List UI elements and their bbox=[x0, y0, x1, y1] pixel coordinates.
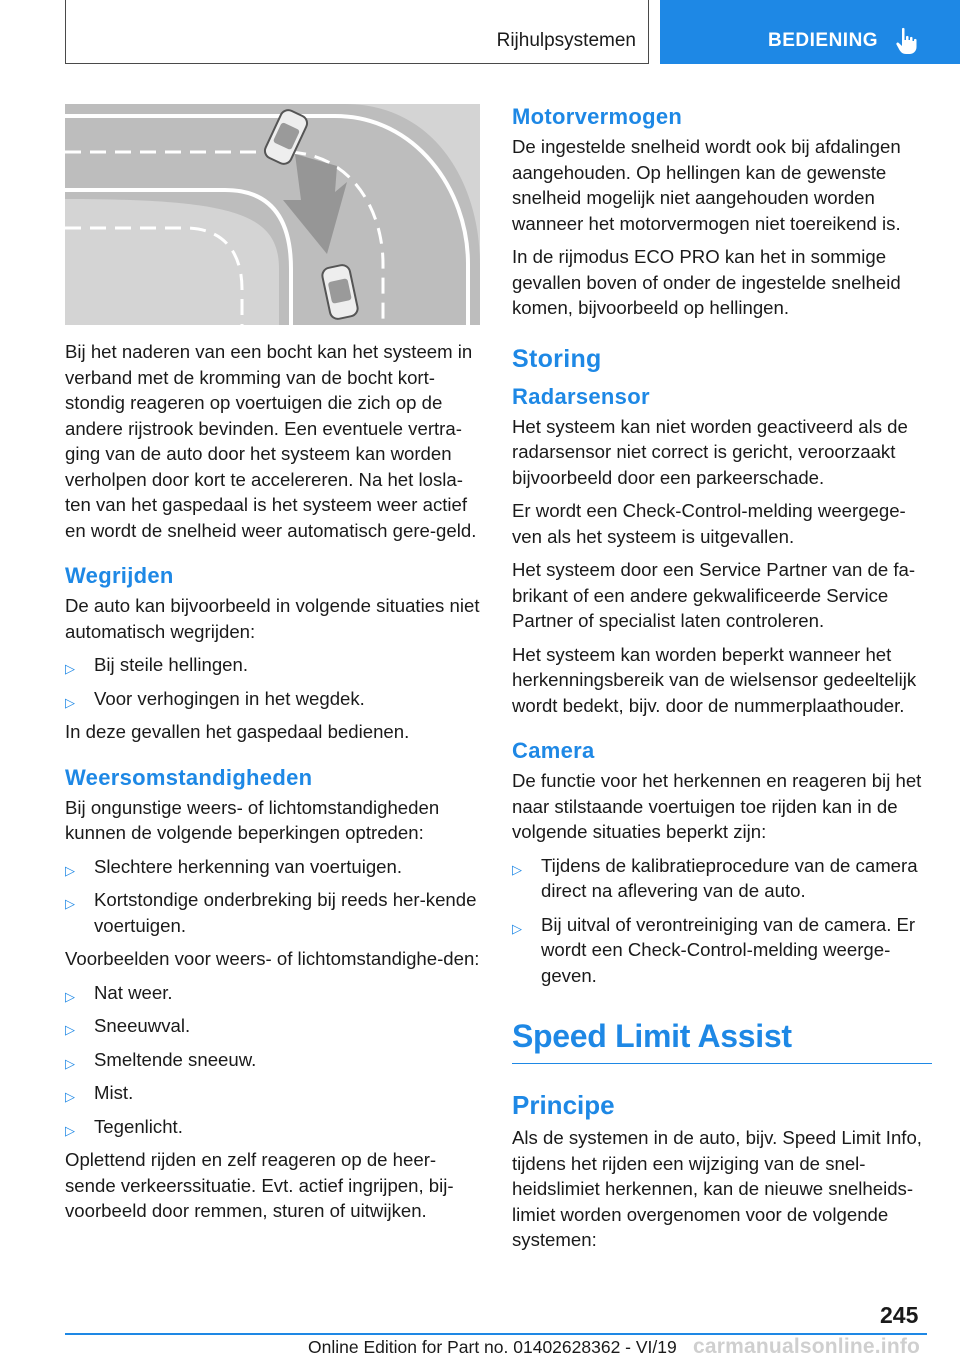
paragraph-radar-2: Er wordt een Check-Control-melding weergege-ven als het systeem is uitgevallen. bbox=[512, 500, 906, 547]
list-item: ▷ Smeltende sneeuw. bbox=[65, 1047, 480, 1073]
triangle-bullet-icon: ▷ bbox=[65, 661, 75, 676]
list-weersomstandigheden bbox=[65, 980, 480, 1140]
list-camera bbox=[512, 853, 932, 989]
header-section-tab bbox=[660, 0, 960, 64]
header-chapter-box bbox=[65, 0, 649, 64]
page-number: 245 bbox=[880, 1302, 919, 1328]
curve-road-illustration bbox=[65, 104, 480, 325]
paragraph-wegrijden: De auto kan bijvoorbeeld in volgende situaties niet automatisch wegrijden: bbox=[65, 595, 480, 642]
list-item: ▷ Bij steile hellingen. bbox=[65, 652, 480, 678]
paragraph-oplettend: Oplettend rijden en zelf reageren op de heer-sende verkeerssituatie. Evt. actief ingrijpen, bij-voorbeeld door remmen, sturen of uitwijken. bbox=[65, 1149, 454, 1221]
paragraph-voorbeelden: Voorbeelden voor weers- of lichtomstandighe-den: bbox=[65, 948, 480, 969]
heading-principe: Principe bbox=[512, 1090, 615, 1120]
chapter-title: Rijhulpsystemen bbox=[496, 30, 636, 51]
paragraph-curve: Bij het naderen van een bocht kan het systeem in verband met de kromming van de bocht kort-stondig reageren op voertuigen die zich op de andere rijstrook bevinden. Een eventuele vertra-ging van de auto door het systeem kan worden verholpen door kort te accelereren. Na het losla-ten van het gaspedaal is het systeem weer actief en wordt de snelheid weer automatisch gere-geld. bbox=[65, 341, 477, 541]
triangle-bullet-icon: ▷ bbox=[65, 862, 75, 878]
triangle-bullet-icon: ▷ bbox=[65, 1022, 75, 1037]
triangle-bullet-icon: ▷ bbox=[65, 1055, 75, 1071]
list-item: ▷ Nat weer. bbox=[65, 980, 480, 1006]
heading-storing: Storing bbox=[512, 344, 602, 373]
list-item: ▷ Bij uitval of verontreiniging van de camera. Er wordt een Check-Control-melding weerge-geven. bbox=[512, 913, 916, 986]
list-item: ▷ Kortstondige onderbreking bij reeds her-kende voertuigen. bbox=[65, 889, 477, 936]
paragraph-radar-4: Het systeem kan worden beperkt wanneer het herkenningsbereik van de wielsensor gedeeltelijk wordt bedekt, bijv. door de nummerplaathouder. bbox=[512, 643, 917, 716]
section-label: BEDIENING bbox=[768, 30, 879, 51]
pointing-hand-icon bbox=[894, 26, 920, 56]
watermark: carmanualsonline.info bbox=[693, 1335, 921, 1358]
list-item: ▷ Sneeuwval. bbox=[65, 1013, 480, 1039]
heading-wegrijden: Wegrijden bbox=[65, 563, 174, 588]
paragraph-camera: De functie voor het herkennen en reageren bij het naar stilstaande voertuigen toe rijden kan in de volgende situaties beperkt zijn: bbox=[512, 770, 922, 842]
heading-speed-limit-assist: Speed Limit Assist bbox=[512, 1018, 932, 1064]
list-item: ▷ Tegenlicht. bbox=[65, 1114, 480, 1140]
list-item: ▷ Slechtere herkenning van voertuigen. bbox=[65, 854, 480, 880]
list-item: ▷ Tijdens de kalibratieprocedure van de camera direct na aflevering van de auto. bbox=[512, 854, 918, 901]
heading-motorvermogen: Motorvermogen bbox=[512, 104, 683, 129]
paragraph-weer: Bij ongunstige weers- of lichtomstandigheden kunnen de volgende beperkingen optreden: bbox=[65, 796, 440, 843]
triangle-bullet-icon: ▷ bbox=[65, 1089, 75, 1104]
triangle-bullet-icon: ▷ bbox=[65, 896, 75, 911]
triangle-bullet-icon: ▷ bbox=[65, 1122, 75, 1138]
list-item: ▷ Mist. bbox=[65, 1080, 480, 1106]
paragraph-radar-1: Het systeem kan niet worden geactiveerd als de radarsensor niet correct is gericht, veroorzaakt bijvoorbeeld door een parkeerschade. bbox=[512, 415, 908, 488]
paragraph-radar-3: Het systeem door een Service Partner van de fa-brikant of een andere gekwalificeerde Service Partner of specialist laten controleren. bbox=[512, 559, 916, 631]
curve-road-cars-illustration bbox=[65, 104, 480, 325]
list-wegrijden bbox=[65, 652, 480, 711]
heading-camera: Camera bbox=[512, 738, 595, 763]
triangle-bullet-icon: ▷ bbox=[65, 988, 75, 1004]
list-item: ▷ Voor verhogingen in het wegdek. bbox=[65, 686, 480, 712]
right-column bbox=[512, 104, 932, 1261]
heading-weersomstandigheden: Weersomstandigheden bbox=[65, 764, 313, 790]
triangle-bullet-icon: ▷ bbox=[65, 694, 75, 710]
footer-edition: Online Edition for Part no. 01402628362 - VI/19 bbox=[308, 1337, 677, 1357]
left-column bbox=[65, 104, 480, 1232]
paragraph-principe: Als de systemen in de auto, bijv. Speed Limit Info, tijdens het rijden een wijziging van de snel-heidslimiet herkennen, kan de nieuwe snelheids-limiet worden overgenomen voor de volgende systemen: bbox=[512, 1127, 922, 1250]
triangle-bullet-icon: ▷ bbox=[512, 920, 522, 936]
paragraph-motor-2: In de rijmodus ECO PRO kan het in sommige gevallen boven of onder de ingestelde snelheid komen, bijvoorbeeld op hellingen. bbox=[512, 246, 901, 318]
paragraph-gaspedaal: In deze gevallen het gaspedaal bedienen. bbox=[65, 721, 410, 742]
triangle-bullet-icon: ▷ bbox=[512, 861, 522, 877]
heading-radarsensor: Radarsensor bbox=[512, 383, 650, 409]
list-beperkingen bbox=[65, 854, 480, 939]
paragraph-motor-1: De ingestelde snelheid wordt ook bij afdalingen aangehouden. Op hellingen kan de gewenste snelheid mogelijk niet aangehouden worden wanneer het motorvermogen niet toereikend is. bbox=[512, 136, 901, 234]
